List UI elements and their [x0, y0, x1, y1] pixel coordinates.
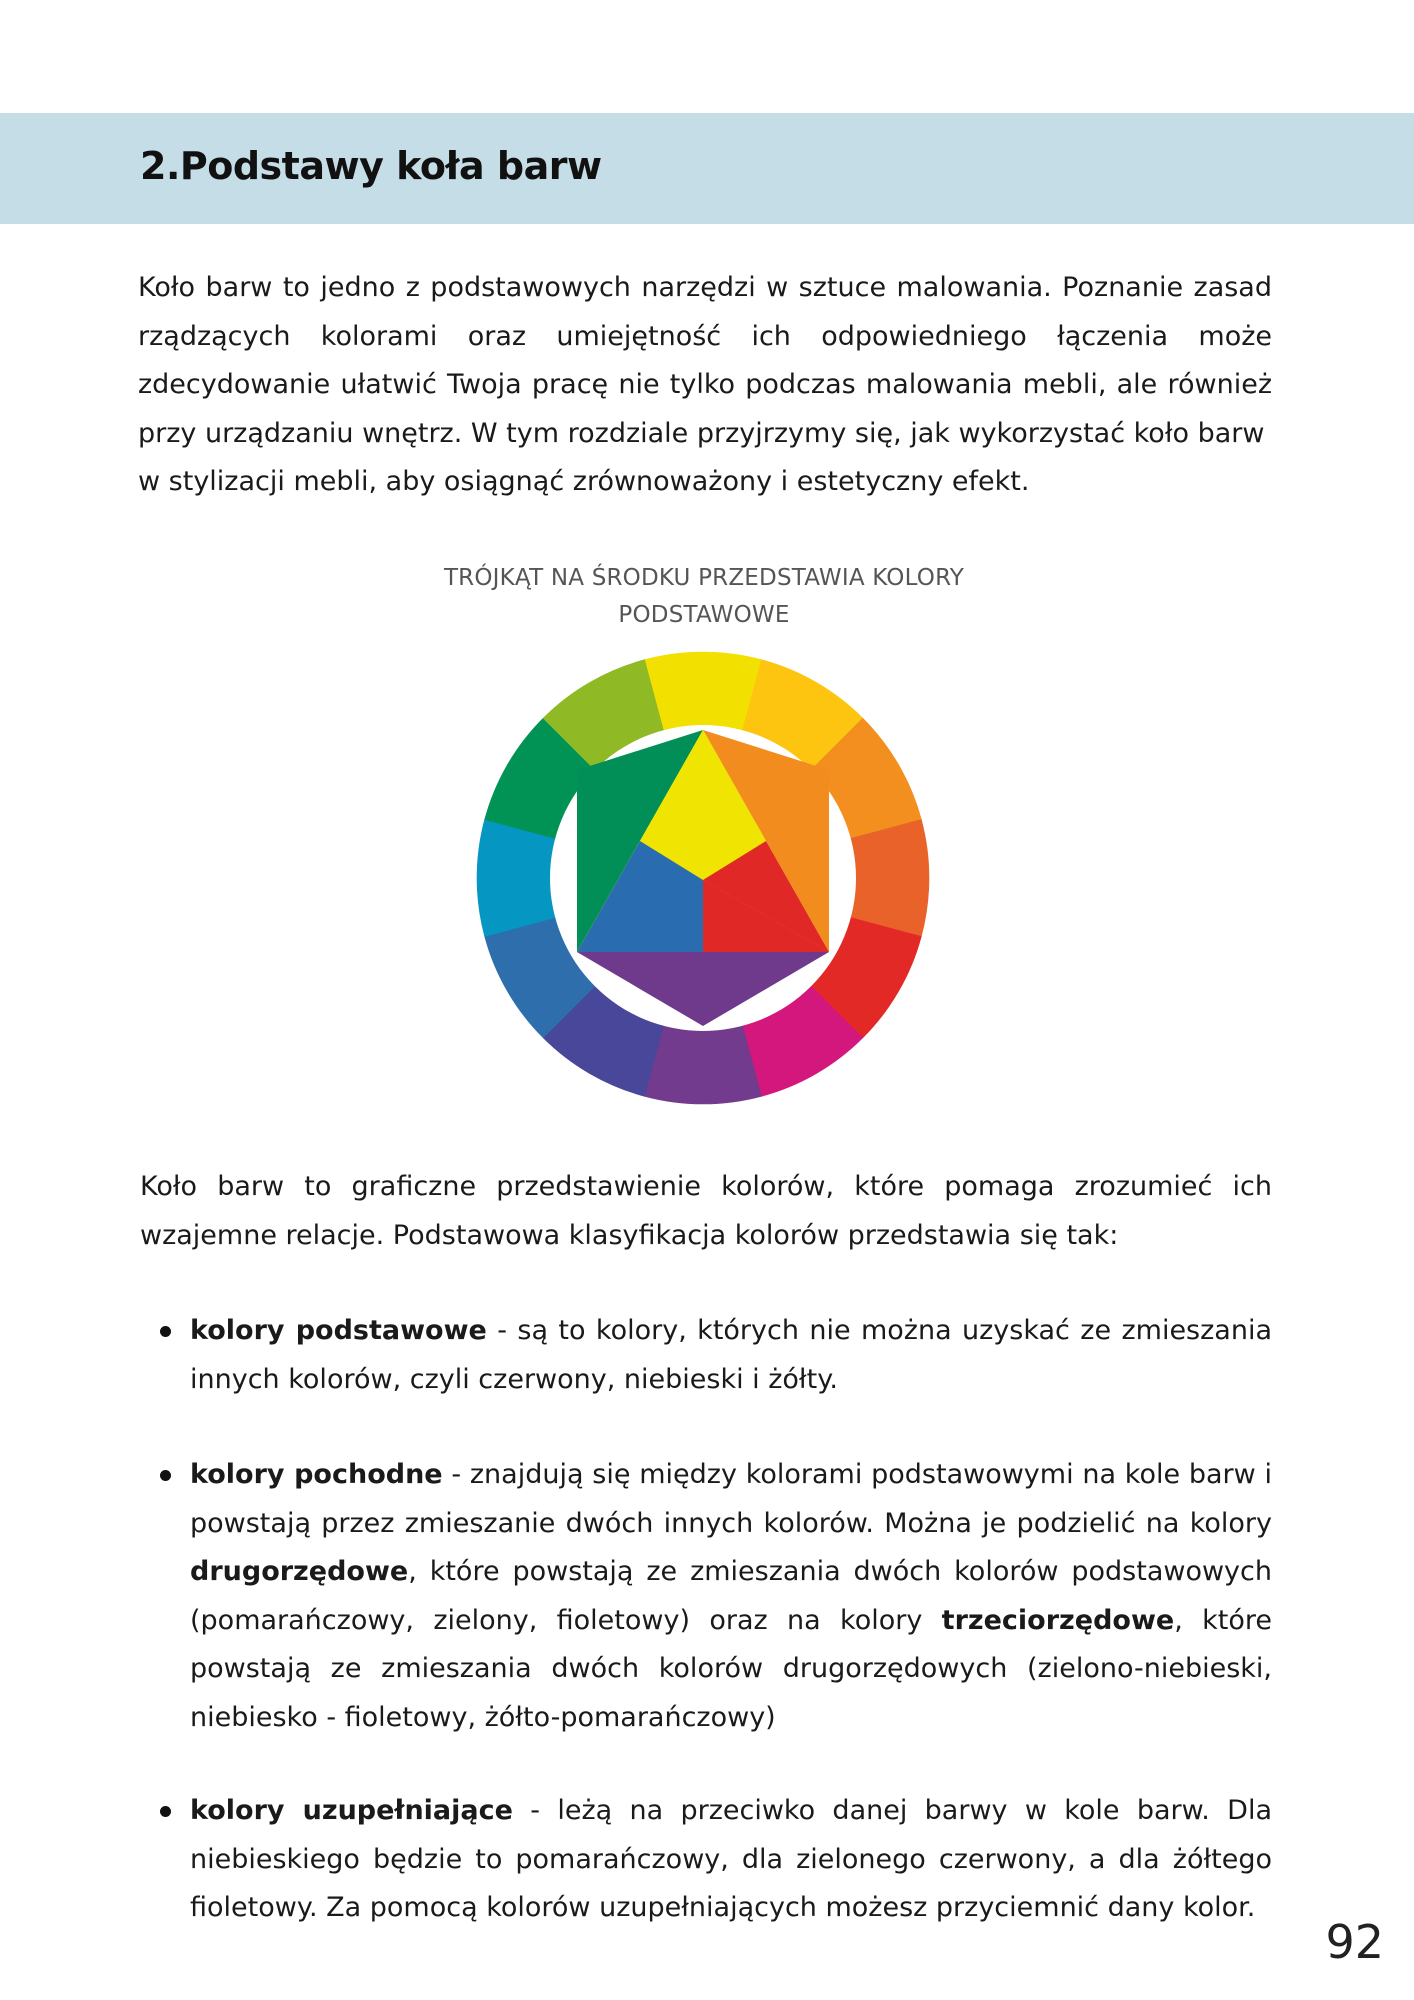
bullet-line: powstają przez zmieszanie dwóch innych kolorów. Można je podzielić na kolory — [190, 1507, 1272, 1539]
bullet-derived-colors — [190, 1451, 1272, 1742]
bullet-line: fioletowy. Za pomocą kolorów uzupełniających możesz przyciemnić dany kolor. — [190, 1892, 1256, 1923]
bullet-dot — [160, 1470, 171, 1481]
page-title: 2.Podstawy koła barw — [140, 144, 602, 188]
bullet-term: drugorzędowe — [190, 1556, 409, 1587]
bullet-complementary-colors — [190, 1787, 1272, 1933]
bullet-line — [190, 1597, 1272, 1646]
bullet-term: trzeciorzędowe — [941, 1604, 1175, 1636]
intro-line: zdecydowanie ułatwić Twoja pracę nie tylko podczas malowania mebli, ale również — [138, 369, 1272, 400]
bullet-text: - znajdują się między kolorami podstawowymi na kole barw i — [442, 1459, 1272, 1490]
color-wheel-segment — [477, 820, 556, 937]
color-wheel-figure — [475, 650, 931, 1106]
bullet-line — [190, 1307, 1272, 1356]
intro-line: Koło barw to jedno z podstawowych narzędzi w sztuce malowania. Poznanie zasad — [138, 272, 1272, 303]
bullet-text: - są to kolory, których nie można uzyskać ze zmieszania — [486, 1315, 1272, 1346]
bullet-line: powstają ze zmieszania dwóch kolorów drugorzędowych (zielono-niebieski, — [190, 1653, 1272, 1684]
intro-paragraph — [138, 264, 1272, 507]
bullet-line — [190, 1548, 1272, 1597]
bullet-line: niebieskiego będzie to pomarańczowy, dla zielonego czerwony, a dla żółtego — [190, 1843, 1272, 1875]
color-wheel-segment — [645, 652, 762, 731]
bullet-dot — [160, 1326, 171, 1337]
bullet-text: , które — [1174, 1604, 1273, 1636]
bullet-line — [190, 1787, 1272, 1836]
bullet-term: kolory pochodne — [190, 1459, 443, 1490]
intro-line: w stylizacji mebli, aby osiągnąć zrównoważony i estetyczny efekt. — [138, 466, 1030, 497]
figure-caption — [400, 560, 1008, 634]
bullet-term: kolory uzupełniające — [190, 1795, 513, 1826]
classification-intro-paragraph — [140, 1163, 1272, 1260]
caption-line: PODSTAWOWE — [618, 602, 790, 628]
bullet-primary-colors — [190, 1307, 1272, 1404]
bullet-line — [190, 1451, 1272, 1500]
intro-line: rządzących kolorami oraz umiejętność ich odpowiedniego łączenia może — [138, 320, 1272, 352]
paragraph-line: wzajemne relacje. Podstawowa klasyfikacja kolorów przedstawia się tak: — [140, 1219, 1119, 1251]
page-number: 92 — [1325, 1915, 1384, 1969]
paragraph-line: Koło barw to graficzne przedstawienie kolorów, które pomaga zrozumieć ich — [140, 1171, 1272, 1202]
bullet-text: (pomarańczowy, zielony, fioletowy) oraz na kolory — [190, 1604, 942, 1636]
bullet-line: innych kolorów, czyli czerwony, niebieski i żółty. — [190, 1363, 838, 1395]
intro-line: przy urządzaniu wnętrz. W tym rozdziale przyjrzymy się, jak wykorzystać koło barw — [138, 417, 1265, 449]
bullet-text: , które powstają ze zmieszania dwóch kolorów podstawowych — [408, 1556, 1272, 1587]
caption-line: TRÓJKĄT NA ŚRODKU PRZEDSTAWIA KOLORY — [443, 565, 965, 591]
bullet-term: kolory podstawowe — [190, 1315, 487, 1346]
bullet-dot — [160, 1806, 171, 1817]
bullet-text: - leżą na przeciwko danej barwy w kole barw. Dla — [512, 1795, 1272, 1826]
color-wheel-segment — [645, 1025, 762, 1104]
color-wheel-segment — [850, 820, 929, 937]
bullet-line: niebiesko - fioletowy, żółto-pomarańczowy) — [190, 1701, 776, 1733]
